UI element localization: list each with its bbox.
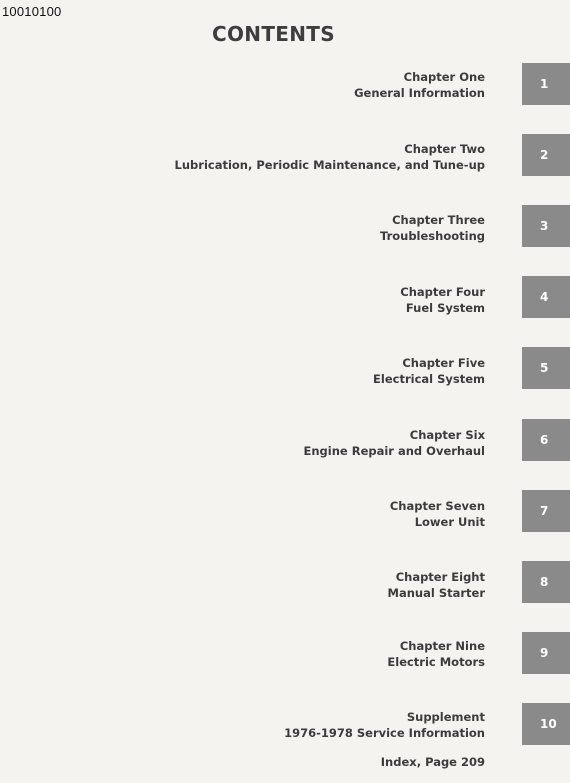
entry-heading: Chapter One xyxy=(403,70,485,84)
entry-subtitle: Fuel System xyxy=(405,301,485,315)
entry-heading: Supplement xyxy=(406,710,485,724)
toc-entry-1[interactable] xyxy=(354,69,485,101)
chapter-tab-10[interactable]: 10 xyxy=(522,703,570,745)
entry-subtitle: Lubrication, Periodic Maintenance, and Tune-up xyxy=(174,158,485,172)
entry-subtitle: Electric Motors xyxy=(387,655,485,669)
toc-entry-9[interactable] xyxy=(387,638,485,670)
chapter-tab-9[interactable]: 9 xyxy=(522,632,570,674)
toc-entry-5[interactable] xyxy=(373,355,485,387)
toc-entry-7[interactable] xyxy=(390,498,485,530)
entry-heading: Chapter Seven xyxy=(389,499,485,513)
toc-entry-4[interactable] xyxy=(400,284,485,316)
toc-entry-8[interactable] xyxy=(388,569,485,601)
entry-subtitle: Electrical System xyxy=(373,372,485,386)
chapter-tab-7[interactable]: 7 xyxy=(522,490,570,532)
page-id: 10010100 xyxy=(2,4,62,19)
entry-subtitle: 1976-1978 Service Information xyxy=(284,726,485,740)
entry-heading: Chapter Eight xyxy=(395,570,485,584)
chapter-tab-6[interactable]: 6 xyxy=(522,419,570,461)
entry-subtitle: Manual Starter xyxy=(387,586,485,600)
toc-entry-3[interactable] xyxy=(380,212,485,244)
entry-subtitle: Engine Repair and Overhaul xyxy=(303,444,485,458)
entry-heading: Chapter Five xyxy=(402,356,485,370)
chapter-tab-4[interactable]: 4 xyxy=(522,276,570,318)
entry-subtitle: Lower Unit xyxy=(414,515,485,529)
entry-heading: Chapter Two xyxy=(404,142,485,156)
chapter-tab-2[interactable]: 2 xyxy=(522,134,570,176)
index-link[interactable]: Index, Page 209 xyxy=(380,755,485,769)
entry-heading: Chapter Three xyxy=(392,213,485,227)
entry-subtitle: General Information xyxy=(354,86,485,100)
chapter-tab-5[interactable]: 5 xyxy=(522,347,570,389)
page-title: CONTENTS xyxy=(212,22,335,46)
toc-entry-10[interactable] xyxy=(284,709,485,741)
entry-heading: Chapter Six xyxy=(409,428,485,442)
chapter-tab-3[interactable]: 3 xyxy=(522,205,570,247)
toc-entry-6[interactable] xyxy=(304,427,485,459)
entry-heading: Chapter Nine xyxy=(399,639,485,653)
entry-heading: Chapter Four xyxy=(400,285,485,299)
chapter-tab-1[interactable]: 1 xyxy=(522,63,570,105)
entry-subtitle: Troubleshooting xyxy=(379,229,485,243)
chapter-tab-8[interactable]: 8 xyxy=(522,561,570,603)
toc-entry-2[interactable] xyxy=(175,141,485,173)
